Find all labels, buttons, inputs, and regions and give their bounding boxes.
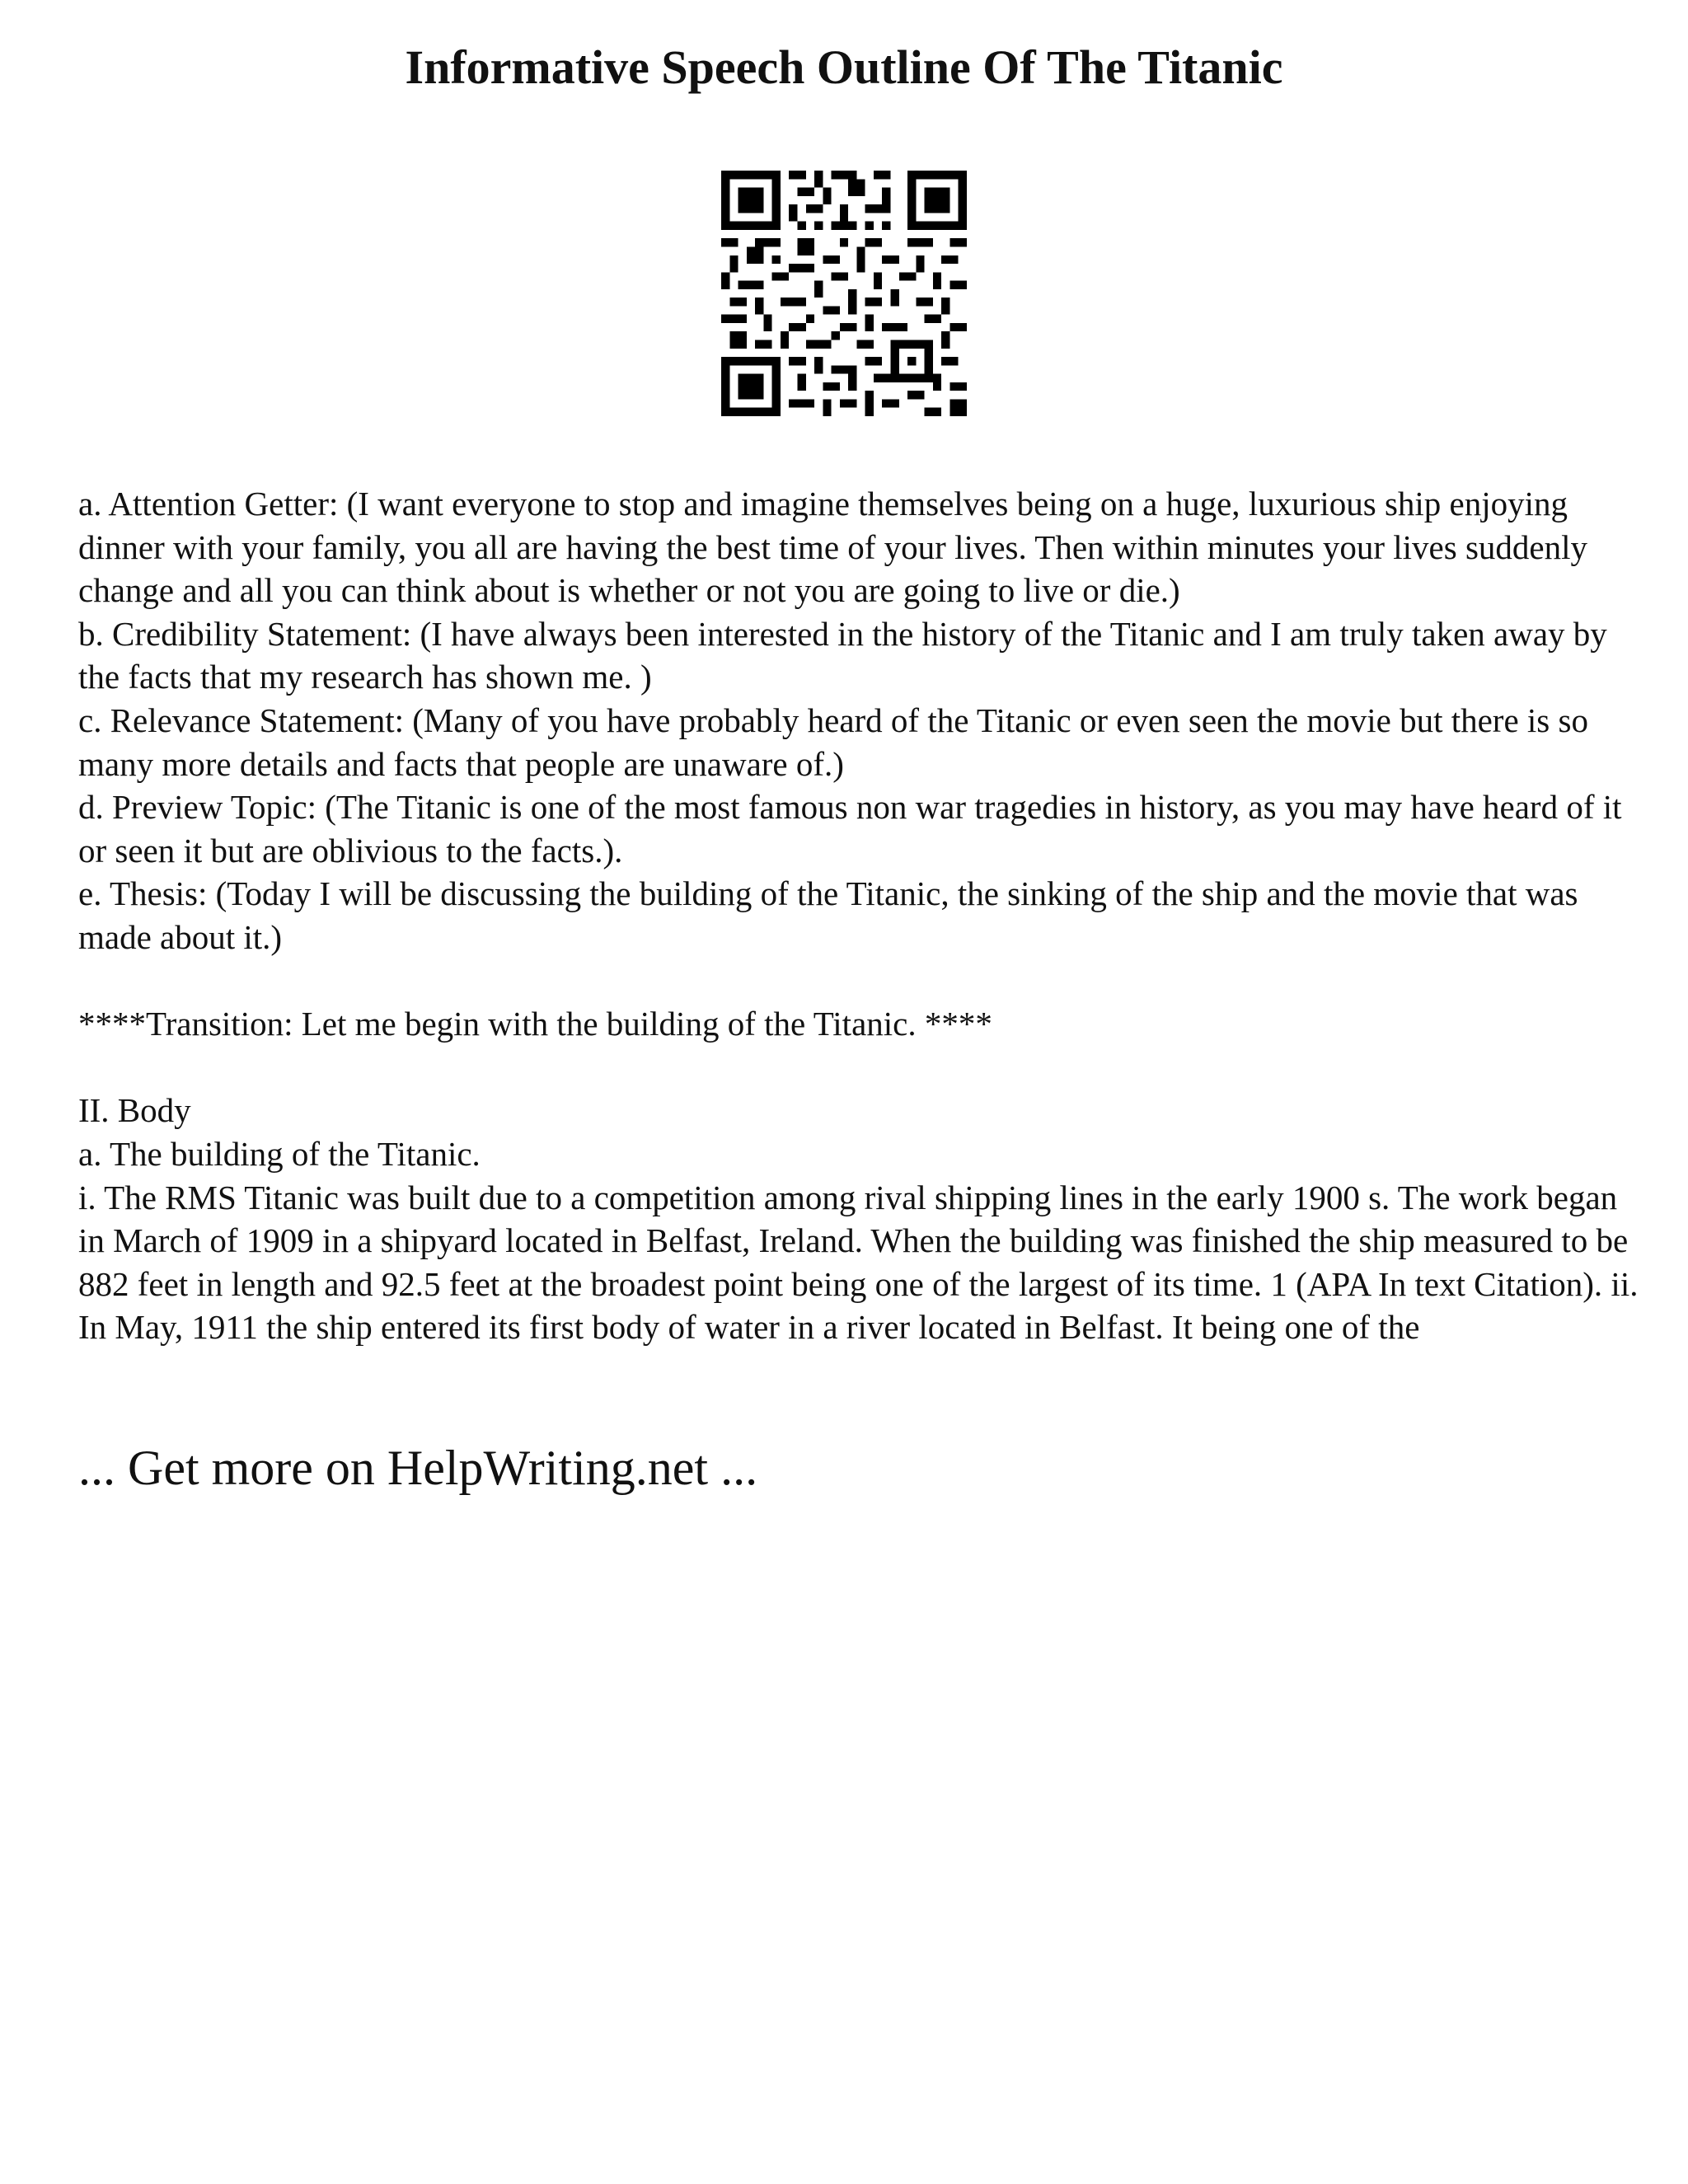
spacer xyxy=(78,959,1644,1003)
body-heading: II. Body xyxy=(78,1091,191,1130)
body-subheading: a. The building of the Titanic. xyxy=(78,1134,481,1173)
attention-getter: a. Attention Getter: (I want everyone to stop and imagine themselves being on a huge, luxurious ship enjoying dinner with your family, you all are having the best time of your lives. Then within minutes your lives suddenly change and all you can think about is whether or not you are going to live or die.) xyxy=(78,485,1588,610)
get-more-link[interactable]: ... Get more on HelpWriting.net ... xyxy=(78,1441,758,1495)
page-title: Informative Speech Outline Of The Titanic xyxy=(405,40,1283,94)
credibility-statement: b. Credibility Statement: (I have always been interested in the history of the Titanic and I am truly taken away by the facts that my research has shown me. ) xyxy=(78,614,1607,696)
outline-content xyxy=(78,482,1644,1349)
qr-code-image xyxy=(721,171,967,416)
preview-topic: d. Preview Topic: (The Titanic is one of the most famous non war tragedies in history, as you may have heard of it or seen it but are oblivious to the facts.). xyxy=(78,788,1622,869)
body-paragraph: i. The RMS Titanic was built due to a competition among rival shipping lines in the early 1900 s. The work began in March of 1909 in a shipyard located in Belfast, Ireland. When the building was finished the ship measured to be 882 feet in length and 92.5 feet at the broadest point being one of the largest of its time. 1 (APA In text Citation). ii. In May, 1911 the ship entered its first body of water in a river located in Belfast. It being one of the xyxy=(78,1178,1639,1347)
relevance-statement: c. Relevance Statement: (Many of you have probably heard of the Titanic or even seen the movie but there is so many more details and facts that people are unaware of.) xyxy=(78,701,1588,783)
qr-code xyxy=(721,171,967,416)
transition-line: ****Transition: Let me begin with the building of the Titanic. **** xyxy=(78,1005,992,1043)
spacer xyxy=(78,1046,1644,1090)
thesis-statement: e. Thesis: (Today I will be discussing the building of the Titanic, the sinking of the ship and the movie that was made about it.) xyxy=(78,874,1578,956)
